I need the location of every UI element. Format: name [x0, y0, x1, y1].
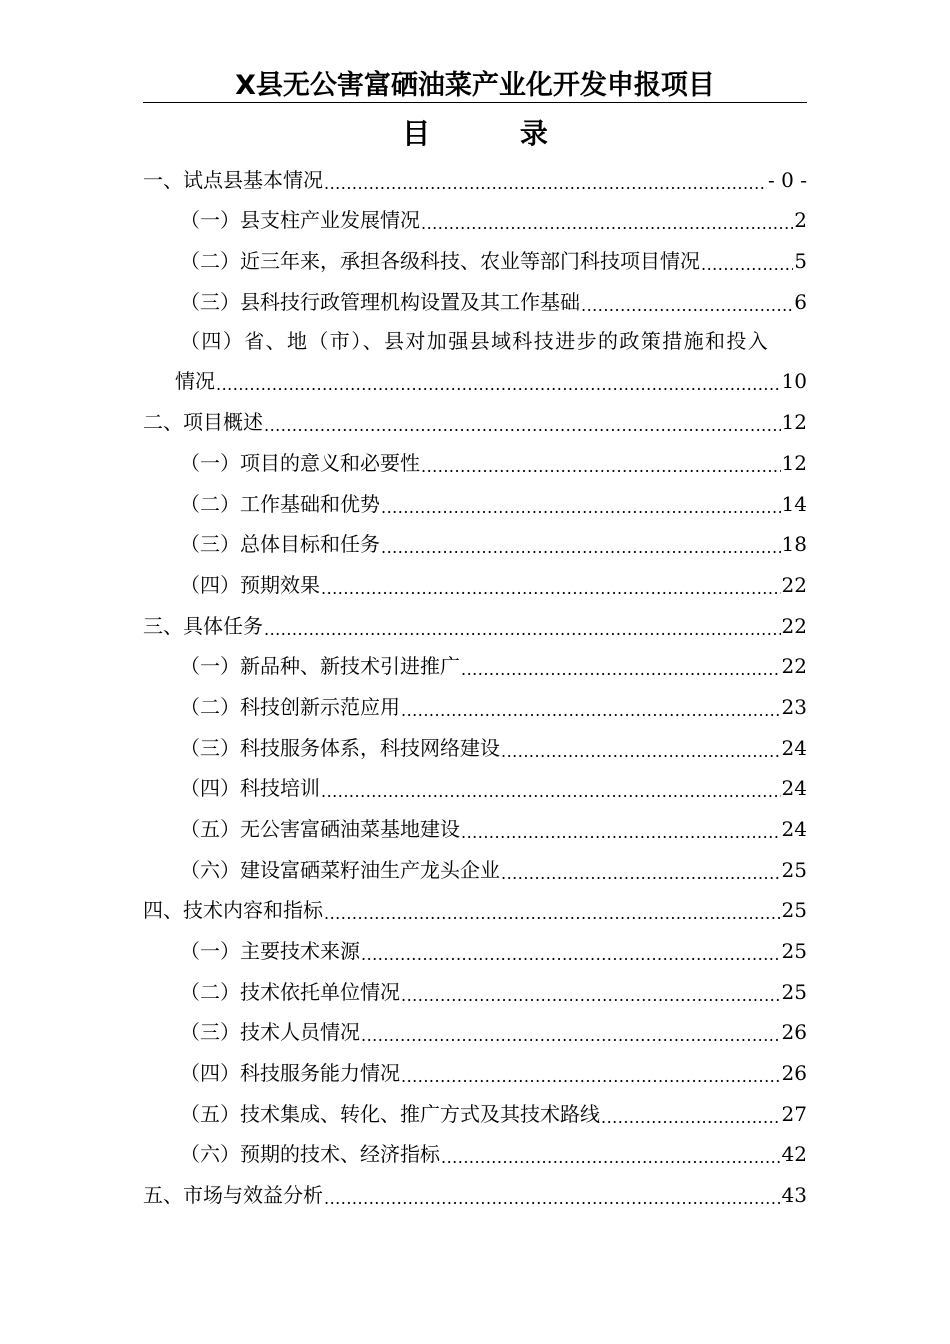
- toc-entry[interactable]: （四）科技培训 ..... 24: [180, 773, 807, 803]
- toc-entry[interactable]: （一）新品种、新技术引进推广 ..... 22: [180, 651, 807, 681]
- toc-entry[interactable]: （二）近三年来，承担各级科技、农业等部门科技项目情况 ..... 5: [180, 246, 807, 276]
- toc-entry[interactable]: （六）建设富硒菜籽油生产龙头企业 ..... 25: [180, 855, 807, 885]
- toc-entry[interactable]: （六）预期的技术、经济指标 ..... 42: [180, 1139, 807, 1169]
- toc-entry[interactable]: 四、技术内容和指标 ..... 25: [143, 895, 807, 925]
- toc-entry[interactable]: （五）无公害富硒油菜基地建设 ..... 24: [180, 814, 807, 844]
- toc-entry[interactable]: （三）县科技行政管理机构设置及其工作基础 ..... 6: [180, 287, 807, 317]
- toc-entry[interactable]: （四）科技服务能力情况 ..... 26: [180, 1058, 807, 1088]
- toc-entry[interactable]: （三）技术人员情况 ..... 26: [180, 1017, 807, 1047]
- toc-entry[interactable]: （三）总体目标和任务 ..... 18: [180, 529, 807, 559]
- toc-entry[interactable]: （二）科技创新示范应用 ..... 23: [180, 692, 807, 722]
- toc-entry[interactable]: （三）科技服务体系，科技网络建设 ..... 24: [180, 733, 807, 763]
- toc-entry[interactable]: 五、市场与效益分析 ..... 43: [143, 1180, 807, 1210]
- document-title: X县无公害富硒油菜产业化开发申报项目: [143, 70, 807, 103]
- toc-entry-first-line[interactable]: （四）省、地（市）、县对加强县域科技进步的政策措施和投入: [180, 329, 770, 353]
- toc-entry[interactable]: （一）项目的意义和必要性 ..... 12: [180, 448, 807, 478]
- toc-entry[interactable]: （四）预期效果 ..... 22: [180, 570, 807, 600]
- toc-entry[interactable]: （二）工作基础和优势 ..... 14: [180, 489, 807, 519]
- toc-entry[interactable]: 二、项目概述 ..... 12: [143, 407, 807, 437]
- toc-heading-char-1: 目: [402, 117, 431, 150]
- toc-entry[interactable]: 三、具体任务 ..... 22: [143, 611, 807, 641]
- toc-entry[interactable]: （二）技术依托单位情况 ..... 25: [180, 977, 807, 1007]
- toc-entry[interactable]: （一）主要技术来源 ..... 25: [180, 936, 807, 966]
- toc-entry[interactable]: 一、试点县基本情况 ..... - 0 -: [143, 165, 807, 195]
- toc-entry[interactable]: （五）技术集成、转化、推广方式及其技术路线 ..... 27: [180, 1099, 807, 1129]
- toc-entry[interactable]: 情况 ..... 10: [175, 366, 807, 396]
- toc-heading-char-2: 录: [519, 117, 548, 150]
- toc-entry[interactable]: （一）县支柱产业发展情况 ..... 2: [180, 205, 807, 235]
